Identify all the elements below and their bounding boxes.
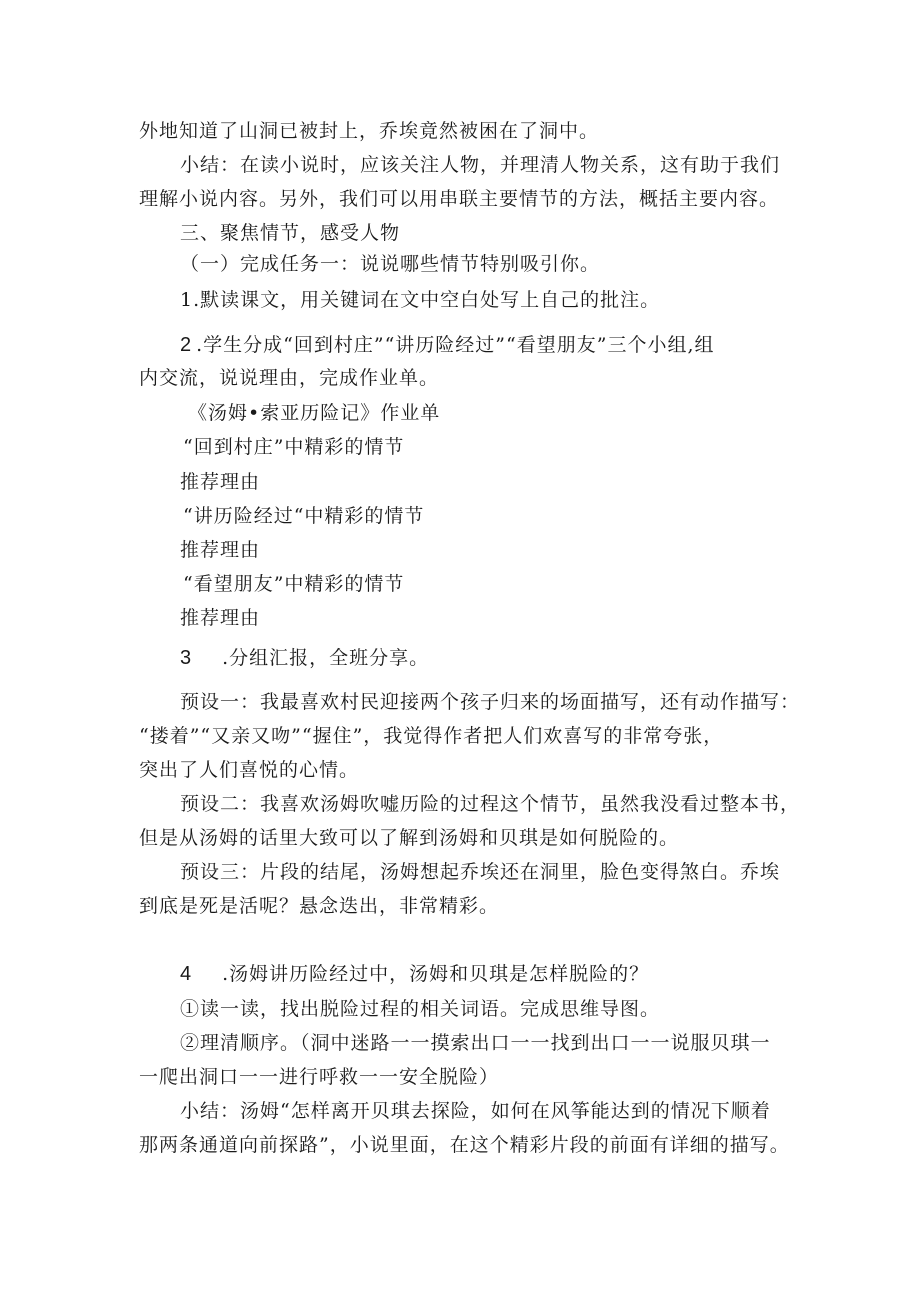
text-line-29: 那两条通道向前探路”，小说里面，在这个精彩片段的前面有详细的描写。	[139, 1134, 790, 1156]
reason-label-2: 推荐理由	[180, 539, 261, 561]
text-line-27: 一爬出洞口一一进行呼救一一安全脱险）	[139, 1066, 500, 1088]
step-4-sub-1: ①读一读，找出脱险过程的相关词语。完成思维导图。	[180, 998, 661, 1020]
step-2-text: .学生分成“回到村庄”“讲历险经过”“看望朋友”三个小组,组	[196, 334, 715, 356]
task-one-heading: （一）完成任务一：说说哪些情节特别吸引你。	[180, 253, 601, 275]
step-4-sub-2: ②理清顺序。（洞中迷路一一摸索出口一一找到出口一一说服贝琪一	[180, 1032, 771, 1054]
step-4-text: .汤姆讲历险经过中，汤姆和贝琪是怎样脱险的？	[222, 963, 650, 985]
step-2-number: 2	[180, 334, 193, 356]
text-line-8: 内交流，说说理由，完成作业单。	[139, 367, 440, 389]
step-4	[180, 961, 649, 987]
step-3-text: .分组汇报，全班分享。	[222, 647, 430, 669]
section-heading-3: 三、聚焦情节，感受人物	[180, 222, 401, 244]
preset-2: 预设二：我喜欢汤姆吹嘘历险的过程这个情节，虽然我没看过整本书，	[180, 793, 801, 815]
text-line-19: 突出了人们喜悦的心情。	[139, 759, 360, 781]
summary-paragraph-2: 小结：汤姆“怎样离开贝琪去探险，如何在风筝能达到的情况下顺着	[180, 1100, 771, 1122]
text-line-21: 但是从汤姆的话里大致可以了解到汤姆和贝琪是如何脱险的。	[139, 827, 680, 849]
worksheet-item-adventure: “讲历险经过“中精彩的情节	[183, 505, 425, 527]
preset-3: 预设三：片段的结尾，汤姆想起乔埃还在洞里，脸色变得煞白。乔埃	[180, 861, 781, 883]
text-line-3: 理解小说内容。另外，我们可以用串联主要情节的方法，概括主要内容。	[139, 188, 780, 210]
reason-label-3: 推荐理由	[180, 607, 261, 629]
text-line-23: 到底是死是活呢？悬念迭出，非常精彩。	[139, 895, 500, 917]
step-4-number: 4	[180, 963, 193, 985]
worksheet-item-village: “回到村庄”中精彩的情节	[183, 436, 405, 458]
worksheet-title: 《汤姆•索亚历险记》作业单	[188, 402, 441, 424]
text-line-1: 外地知道了山洞已被封上，乔埃竟然被困在了洞中。	[139, 120, 600, 142]
preset-1: 预设一：我最喜欢村民迎接两个孩子归来的场面描写，还有动作描写：	[180, 691, 801, 713]
summary-paragraph-1: 小结：在读小说时，应该关注人物，并理清人物关系，这有助于我们	[180, 154, 781, 176]
step-1: 1.默读课文，用关键词在文中空白处写上自己的批注。	[180, 289, 661, 311]
worksheet-item-friend: “看望朋友”中精彩的情节	[183, 573, 405, 595]
step-3-number: 3	[180, 647, 193, 669]
reason-label-1: 推荐理由	[180, 471, 261, 493]
step-2	[180, 332, 715, 358]
text-line-18: “搂着”“又亲又吻”“握住”，我觉得作者把人们欢喜写的非常夸张，	[139, 725, 724, 747]
step-3	[180, 645, 429, 671]
